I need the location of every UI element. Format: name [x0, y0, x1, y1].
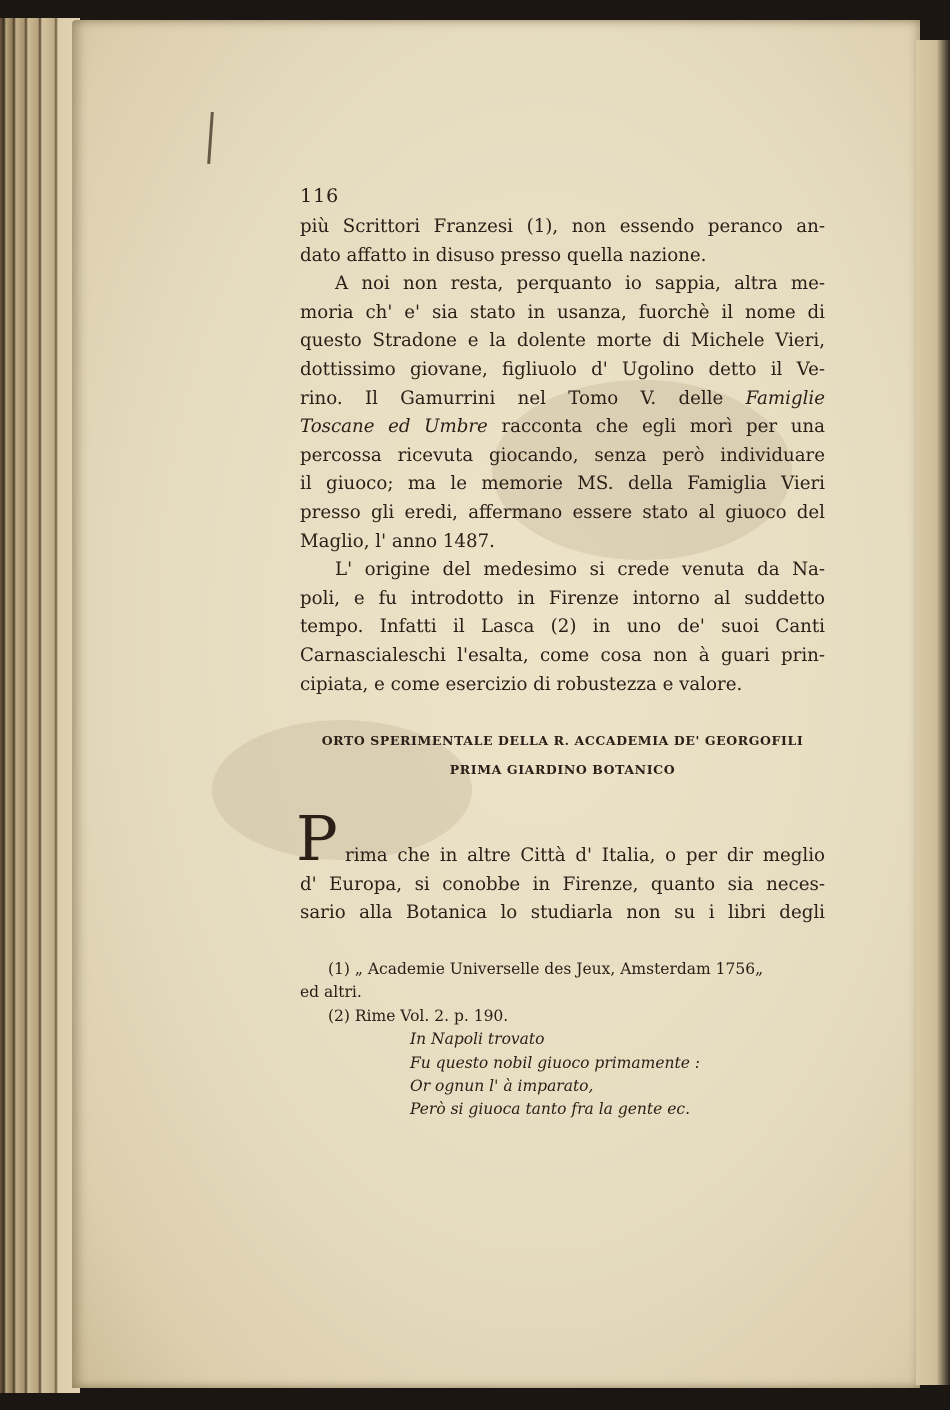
text-line: tempo. Infatti il Lasca (2) in uno de' suoi Canti — [300, 616, 825, 638]
footnotes — [300, 958, 830, 1122]
section-heading: ORTO SPERIMENTALE DELLA R. ACCADEMIA DE' GEORGOFILI — [321, 733, 804, 748]
text-line: dato affatto in disuso presso quella nazione. — [300, 244, 707, 266]
drop-cap: P — [296, 802, 338, 875]
paragraph-1 — [300, 213, 825, 270]
verse-line: Or ognun l' à imparato, — [410, 1077, 594, 1096]
text-line: dottissimo giovane, figliuolo d' Ugolino detto il Ve- — [300, 358, 825, 380]
text-line: A noi non resta, perquanto io sappia, altra me- — [335, 273, 825, 295]
next-page-edge — [916, 40, 950, 1385]
text-line: più Scrittori Franzesi (1), non essendo peranco an- — [300, 216, 825, 237]
paragraph-3 — [300, 556, 825, 699]
main-text — [300, 213, 825, 699]
text-line: rima che in altre Città d' Italia, o per dir meglio — [345, 845, 825, 866]
text-line: L' origine del medesimo si crede venuta da Na- — [335, 559, 825, 581]
text-line: il giuoco; ma le memorie MS. della Famiglia Vieri — [300, 473, 825, 495]
section-subheading: PRIMA GIARDINO BOTANICO — [449, 762, 676, 777]
text-segment: racconta che egli morì per una — [501, 416, 825, 438]
text-line: Maglio, l' anno 1487. — [300, 530, 495, 552]
text-line: questo Stradone e la dolente morte di Michele Vieri, — [300, 330, 825, 352]
text-segment: rino. Il Gamurrini nel Tomo V. delle — [300, 387, 724, 409]
text-line: cipiata, e come esercizio di robustezza e valore. — [300, 673, 743, 695]
footnote-1-continuation: ed altri. — [300, 983, 362, 1002]
text-line: poli, e fu introdotto in Firenze intorno al suddetto — [300, 587, 825, 609]
text-line: Carnascialeschi l'esalta, come cosa non à guari prin- — [300, 644, 825, 666]
text-line: percossa ricevuta giocando, senza però individuare — [300, 444, 825, 466]
paragraph-2 — [300, 270, 825, 556]
text-line: sario alla Botanica lo studiarla non su i libri degli — [300, 902, 825, 924]
verse-line: In Napoli trovato — [410, 1030, 545, 1049]
verse-line: Però si giuoca tanto fra la gente ec. — [410, 1100, 691, 1119]
italic-title: Famiglie — [745, 387, 825, 409]
page-number: 116 — [300, 185, 340, 207]
text-line: moria ch' e' sia stato in usanza, fuorchè il nome di — [300, 301, 825, 323]
text-line — [300, 385, 825, 414]
text-line: d' Europa, si conobbe in Firenze, quanto sia neces- — [300, 873, 825, 895]
text-line: presso gli eredi, affermano essere stato al giuoco del — [300, 501, 825, 523]
verse-line: Fu questo nobil giuoco primamente : — [410, 1053, 701, 1072]
text-line — [300, 413, 825, 442]
footnote-1: (1) „ Academie Universelle des Jeux, Amsterdam 1756„ — [328, 960, 764, 978]
footnote-2: (2) Rime Vol. 2. p. 190. — [328, 1006, 509, 1025]
page-edges-stack — [0, 18, 80, 1393]
italic-title: Toscane ed Umbre — [300, 416, 488, 438]
new-section-text — [300, 842, 825, 928]
